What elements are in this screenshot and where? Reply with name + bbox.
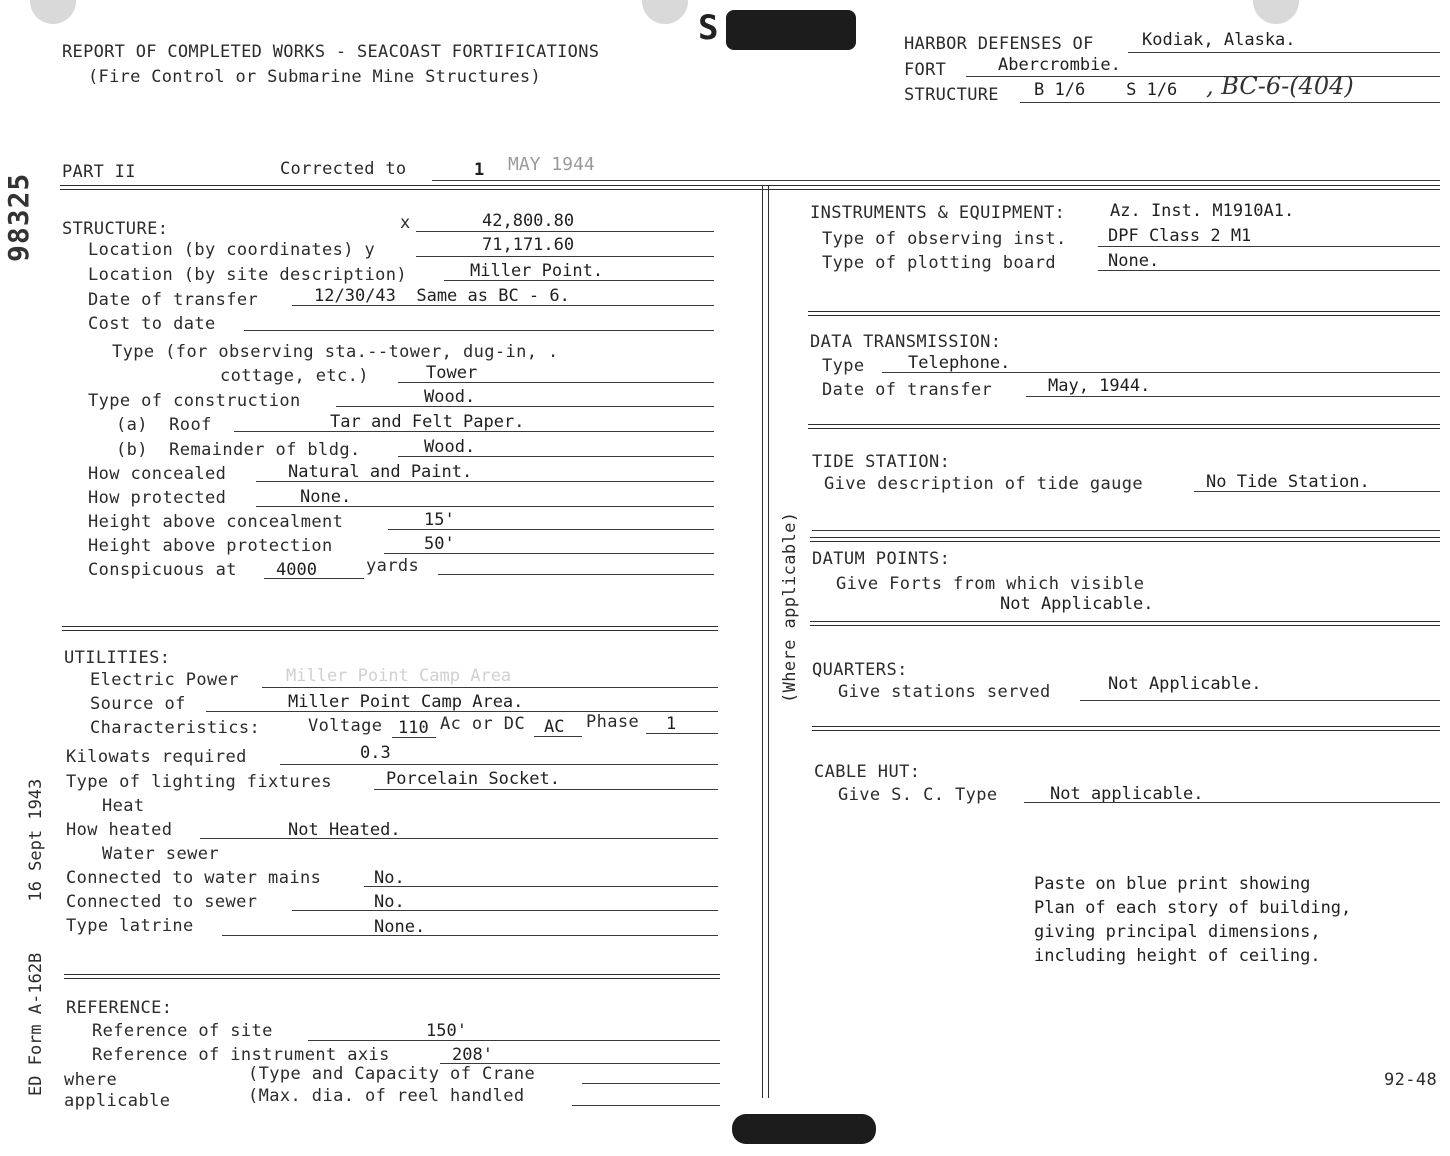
reference-site-line — [308, 1040, 720, 1041]
fort-value: Abercrombie. — [998, 55, 1121, 75]
type-value: Tower — [426, 363, 478, 383]
latrine-label: Type latrine — [66, 916, 194, 936]
fort-line — [966, 76, 1440, 77]
latrine-line — [222, 935, 718, 936]
reference-axis-value: 208' — [452, 1045, 493, 1065]
data-transfer-line — [1026, 396, 1440, 397]
y-line — [416, 256, 714, 257]
kilowatts-label: Kilowats required — [66, 747, 247, 767]
data-end-rule — [808, 424, 1440, 429]
location-site-value: Miller Point. — [470, 261, 604, 281]
observing-line — [1098, 246, 1440, 247]
applicable-label: applicable — [64, 1091, 171, 1111]
roof-line — [234, 431, 714, 432]
protected-value: None. — [300, 487, 352, 507]
structure-value: B 1/6 S 1/6 — [1034, 80, 1178, 100]
structure-end-rule — [62, 626, 718, 631]
classification-stamp-letter: S — [698, 8, 719, 48]
voltage-value: 110 — [398, 718, 429, 738]
structure-heading: STRUCTURE: — [62, 219, 169, 239]
concealed-value: Natural and Paint. — [288, 462, 473, 482]
cost-label: Cost to date — [88, 314, 216, 334]
corrected-day: 1 — [474, 160, 485, 180]
data-transmission-heading: DATA TRANSMISSION: — [810, 332, 1002, 352]
cable-value: Not applicable. — [1050, 784, 1204, 804]
blueprint-note-line4: including height of ceiling. — [1034, 946, 1321, 966]
reel-line — [572, 1105, 720, 1106]
tide-line — [1194, 491, 1440, 492]
conspicuous-label: Conspicuous at — [88, 560, 237, 580]
heated-label: How heated — [66, 820, 173, 840]
part-line — [432, 180, 1440, 181]
tide-value: No Tide Station. — [1206, 472, 1370, 492]
heated-value: Not Heated. — [288, 820, 401, 840]
report-title: REPORT OF COMPLETED WORKS - SEACOAST FORTIFICATIONS — [62, 42, 600, 62]
structure-line — [1020, 102, 1440, 103]
water-mains-line — [364, 886, 718, 887]
classification-redaction — [726, 10, 856, 50]
data-transfer-value: May, 1944. — [1048, 376, 1151, 396]
blueprint-note-line3: giving principal dimensions, — [1034, 922, 1321, 942]
conspicuous-line — [264, 578, 364, 579]
voltage-line — [392, 737, 436, 738]
height-concealment-label: Height above concealment — [88, 512, 344, 532]
instruments-heading: INSTRUMENTS & EQUIPMENT: — [810, 203, 1066, 223]
observing-label: Type of observing inst. — [822, 229, 1067, 249]
plotting-label: Type of plotting board — [822, 253, 1056, 273]
x-value: 42,800.80 — [482, 211, 575, 231]
harbor-line — [1128, 52, 1440, 53]
x-label: x — [400, 213, 411, 233]
reference-site-label: Reference of site — [92, 1021, 273, 1041]
kilowatts-line — [280, 764, 718, 765]
water-mains-value: No. — [374, 868, 405, 888]
cable-hut-heading: CABLE HUT: — [814, 762, 921, 782]
yards-line — [438, 574, 714, 575]
source-label: Source of — [90, 694, 186, 714]
quarters-line — [1080, 700, 1440, 701]
acdc-value: AC — [544, 717, 565, 737]
type-line — [398, 382, 714, 383]
utilities-heading: UTILITIES: — [64, 648, 171, 668]
roof-value: Tar and Felt Paper. — [330, 412, 525, 432]
blueprint-note-line1: Paste on blue print showing — [1034, 874, 1311, 894]
transfer-label: Date of transfer — [88, 290, 259, 310]
quarters-end-rule — [812, 726, 1440, 731]
sewer-label: Connected to sewer — [66, 892, 258, 912]
lighting-label: Type of lighting fixtures — [66, 772, 332, 792]
instruments-value: Az. Inst. M1910A1. — [1110, 201, 1295, 221]
yards-label: yards — [366, 556, 420, 576]
data-type-line — [882, 372, 1440, 373]
where-applicable-note: (Where applicable) — [780, 511, 800, 703]
utilities-end-rule — [64, 974, 720, 979]
sewer-line — [292, 910, 718, 911]
source-value: Miller Point Camp Area. — [288, 692, 524, 712]
kilowatts-value: 0.3 — [360, 743, 391, 763]
electric-label: Electric Power — [90, 670, 239, 690]
fort-label: FORT — [904, 60, 947, 80]
column-divider — [762, 186, 769, 1098]
datum-label: Give Forts from which visible — [836, 574, 1145, 594]
harbor-label: HARBOR DEFENSES OF — [904, 34, 1094, 54]
construction-label: Type of construction — [88, 391, 301, 411]
water-sewer-label: Water sewer — [102, 844, 219, 864]
y-value: 71,171.60 — [482, 235, 575, 255]
heat-label: Heat — [102, 796, 145, 816]
tide-heading: TIDE STATION: — [812, 452, 951, 472]
location-site-label: Location (by site description) — [88, 265, 408, 285]
type-label-line1: Type (for observing sta.--tower, dug-in, . — [112, 342, 559, 362]
height-protection-value: 50' — [424, 534, 455, 554]
cable-label: Give S. C. Type — [838, 785, 998, 805]
tide-blank-line — [812, 530, 1440, 531]
phase-line — [646, 733, 718, 734]
protected-label: How protected — [88, 488, 227, 508]
height-concealment-line — [388, 529, 714, 530]
punch-hole-right — [1253, 0, 1299, 24]
punch-hole-center — [642, 0, 688, 24]
where-label: where — [64, 1070, 118, 1090]
conspicuous-value: 4000 — [276, 560, 317, 580]
corrected-label: Corrected to — [280, 159, 407, 179]
location-site-line — [444, 280, 714, 281]
lighting-line — [374, 789, 718, 790]
plotting-line — [1098, 270, 1440, 271]
crane-label: (Type and Capacity of Crane — [248, 1064, 536, 1084]
bottom-redaction — [732, 1114, 876, 1144]
datum-value: Not Applicable. — [1000, 594, 1154, 614]
punch-hole-left — [30, 0, 76, 24]
blueprint-note-line2: Plan of each story of building, — [1034, 898, 1352, 918]
harbor-value: Kodiak, Alaska. — [1142, 30, 1296, 50]
datum-heading: DATUM POINTS: — [812, 549, 951, 569]
water-mains-label: Connected to water mains — [66, 868, 322, 888]
data-type-label: Type — [822, 356, 865, 376]
cable-line — [1024, 802, 1440, 803]
document-number: 98325 — [2, 172, 35, 262]
acdc-line — [534, 736, 582, 737]
part-double-rule — [60, 185, 1440, 190]
type-label-line2: cottage, etc.) — [220, 366, 369, 386]
lighting-value: Porcelain Socket. — [386, 769, 560, 789]
height-protection-line — [384, 553, 714, 554]
reference-heading: REFERENCE: — [66, 998, 173, 1018]
phase-label: Phase — [586, 712, 640, 732]
structure-label: STRUCTURE — [904, 85, 999, 105]
heated-line — [200, 838, 718, 839]
construction-line — [336, 406, 714, 407]
electric-value-faded: Miller Point Camp Area — [286, 666, 512, 686]
part-label: PART II — [62, 162, 136, 182]
quarters-value: Not Applicable. — [1108, 674, 1262, 694]
reference-axis-label: Reference of instrument axis — [92, 1045, 390, 1065]
remainder-label: (b) Remainder of bldg. — [116, 440, 361, 460]
corrected-stamp: MAY 1944 — [508, 154, 595, 175]
remainder-line — [398, 456, 714, 457]
reel-label: (Max. dia. of reel handled — [248, 1086, 525, 1106]
acdc-label: Ac or DC — [440, 714, 526, 734]
tide-end-rule — [810, 537, 1440, 542]
construction-value: Wood. — [424, 387, 476, 407]
tide-label: Give description of tide gauge — [824, 474, 1144, 494]
structure-handwritten: , BC-6-(404) — [1206, 72, 1354, 100]
concealed-label: How concealed — [88, 464, 227, 484]
datum-end-rule — [810, 621, 1440, 626]
data-type-value: Telephone. — [908, 353, 1011, 373]
characteristics-label: Characteristics: — [90, 718, 261, 738]
phase-value: 1 — [666, 714, 677, 734]
quarters-heading: QUARTERS: — [812, 660, 908, 680]
page-code: 92-48 — [1384, 1070, 1438, 1090]
location-coordinates-label: Location (by coordinates) y — [88, 240, 376, 260]
reference-site-value: 150' — [426, 1021, 467, 1041]
protected-line — [256, 506, 714, 507]
cost-line — [244, 330, 714, 331]
voltage-label: Voltage — [308, 716, 383, 736]
x-line — [416, 231, 714, 232]
sewer-value: No. — [374, 892, 405, 912]
transfer-line — [292, 305, 714, 306]
data-transfer-label: Date of transfer — [822, 380, 993, 400]
plotting-value: None. — [1108, 251, 1160, 271]
source-line — [206, 711, 718, 712]
report-subtitle: (Fire Control or Submarine Mine Structures) — [88, 67, 541, 87]
electric-line — [262, 687, 718, 688]
transfer-value: 12/30/43 Same as BC - 6. — [314, 286, 570, 306]
remainder-value: Wood. — [424, 437, 476, 457]
form-label: ED Form A-162B 16 Sept 1943 — [26, 778, 46, 1096]
quarters-label: Give stations served — [838, 682, 1051, 702]
height-protection-label: Height above protection — [88, 536, 333, 556]
instruments-end-rule — [808, 311, 1440, 316]
roof-label: (a) Roof — [116, 415, 212, 435]
latrine-value: None. — [374, 917, 426, 937]
concealed-line — [256, 481, 714, 482]
observing-value: DPF Class 2 M1 — [1108, 226, 1252, 246]
height-concealment-value: 15' — [424, 510, 455, 530]
crane-line — [582, 1083, 720, 1084]
